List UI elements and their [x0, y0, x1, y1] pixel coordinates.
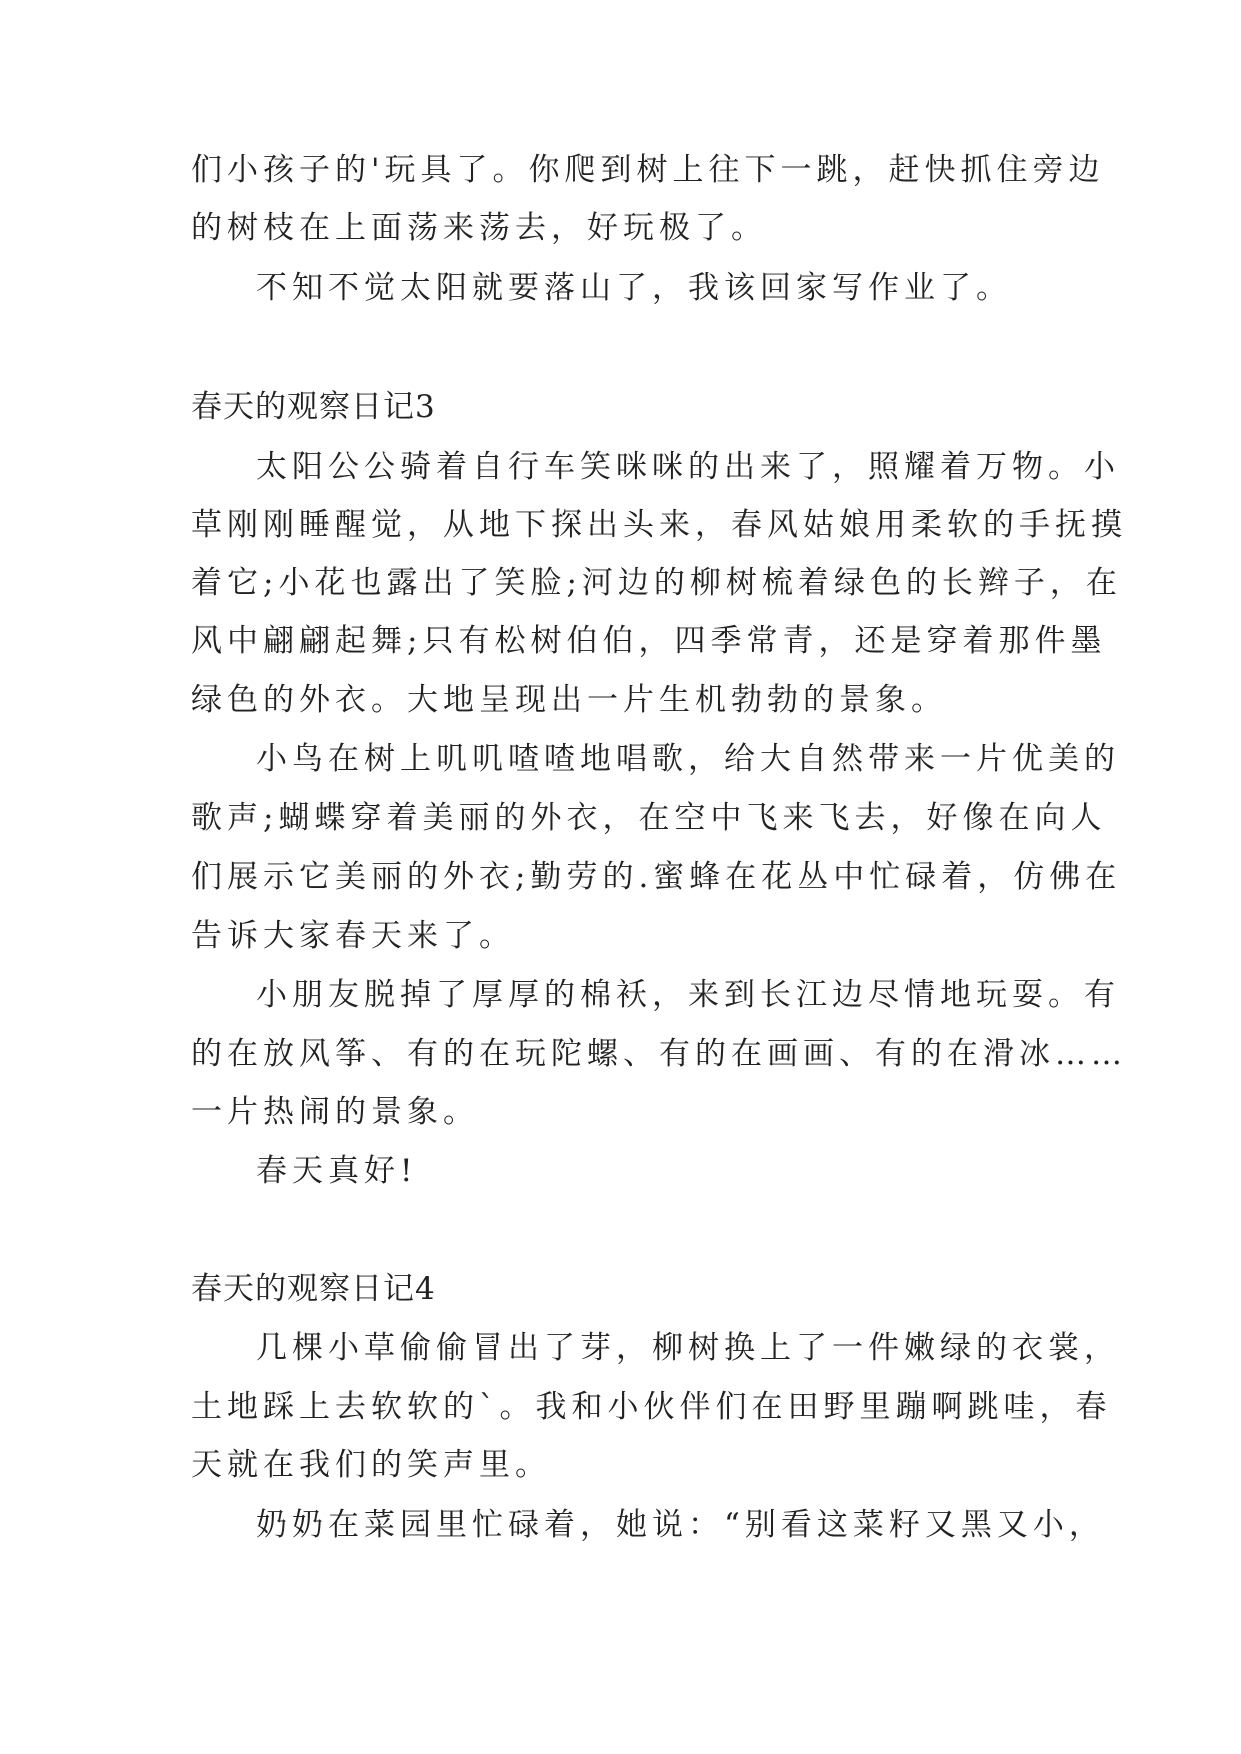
- paragraph-line: 奶奶在菜园里忙碌着，她说：“别看这菜籽又黑又小，: [256, 1507, 1105, 1543]
- paragraph-line: 土地踩上去软软的`。我和小伙伴们在田野里蹦啊跳哇，春: [191, 1389, 1112, 1425]
- paragraph-line: 的在放风筝、有的在玩陀螺、有的在画画、有的在滑冰……: [191, 1036, 1127, 1072]
- paragraph-line: 风中翩翩起舞;只有松树伯伯，四季常青，还是穿着那件墨: [191, 623, 1107, 659]
- paragraph-line: 天就在我们的笑声里。: [191, 1447, 551, 1483]
- paragraph-line: 绿色的外衣。大地呈现出一片生机勃勃的景象。: [191, 682, 947, 718]
- paragraph-line: 告诉大家春天来了。: [191, 918, 515, 954]
- paragraph-line: 几棵小草偷偷冒出了芽，柳树换上了一件嫩绿的衣裳，: [256, 1330, 1120, 1366]
- paragraph-line: 歌声;蝴蝶穿着美丽的外衣，在空中飞来飞去，好像在向人: [191, 800, 1107, 836]
- paragraph-line: 着它;小花也露出了笑脸;河边的柳树梳着绿色的长辫子，在: [191, 565, 1122, 601]
- section-heading-diary-3: 春天的观察日记3: [191, 389, 436, 425]
- paragraph-line: 太阳公公骑着自行车笑咪咪的出来了，照耀着万物。小: [256, 449, 1120, 485]
- paragraph-line: 春天真好!: [256, 1153, 418, 1189]
- paragraph-line: 们小孩子的'玩具了。你爬到树上往下一跳，赶快抓住旁边: [191, 152, 1105, 188]
- paragraph-line: 小朋友脱掉了厚厚的棉袄，来到长江边尽情地玩耍。有: [256, 977, 1120, 1013]
- paragraph-line: 们展示它美丽的外衣;勤劳的.蜜蜂在花丛中忙碌着，仿佛在: [191, 859, 1122, 895]
- paragraph-line: 草刚刚睡醒觉，从地下探出头来，春风姑娘用柔软的手抚摸: [191, 507, 1127, 543]
- paragraph-line: 不知不觉太阳就要落山了，我该回家写作业了。: [256, 270, 1012, 306]
- paragraph-line: 一片热闹的景象。: [191, 1094, 479, 1130]
- section-heading-diary-4: 春天的观察日记4: [191, 1271, 436, 1307]
- paragraph-line: 的树枝在上面荡来荡去，好玩极了。: [191, 210, 767, 246]
- paragraph-line: 小鸟在树上叽叽喳喳地唱歌，给大自然带来一片优美的: [256, 741, 1120, 777]
